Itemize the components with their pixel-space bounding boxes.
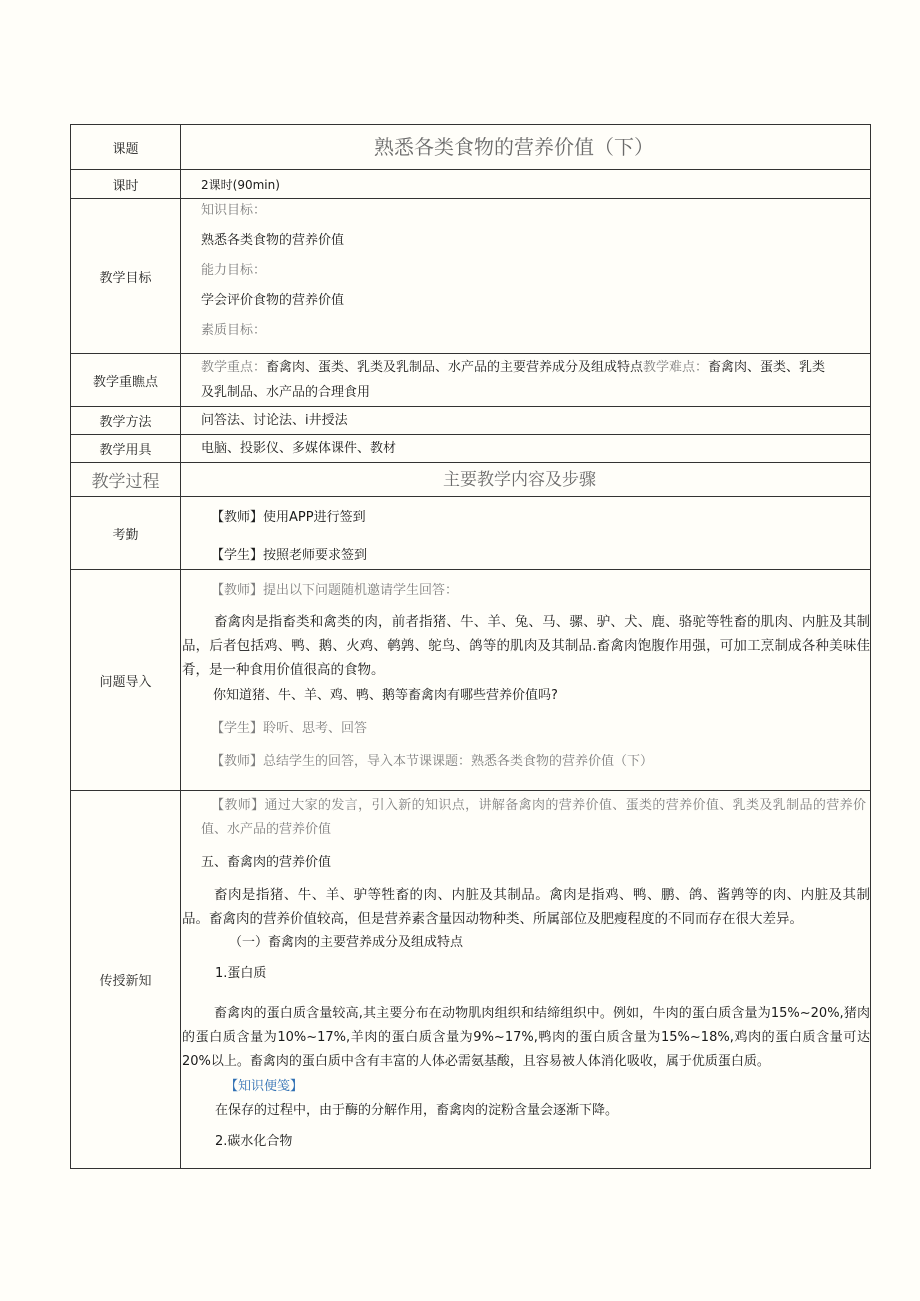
knowledge-goal-heading: 知识目标： [201,203,267,218]
row-title [71,125,870,170]
lesson-plan-table [70,124,871,1169]
attendance-teacher: 【教师】使用APP进行签到 [211,510,366,525]
intro-question: 你知道猪、牛、羊、鸡、鸭、鹅等畜禽肉有哪些营养价值吗? [213,688,558,703]
intro-student: 【学生】聆听、思考、回答 [211,721,368,736]
label-attendance: 考勤 [71,497,181,569]
hard-text: 畜禽肉、蛋类、乳类 [708,360,826,375]
knowledge-tip-heading: 【知识便笺】 [225,1079,304,1094]
tools-value: 电脑、投影仪、多媒体课件、教材 [201,441,397,456]
teach-teacher-intro: 【教师】通过大家的发言，引入新的知识点，讲解备禽肉的营养价值、蛋类的营养价值、乳类及乳制品的营养价值、水产品的营养价值 [201,798,866,837]
quality-goal-heading: 素质目标： [201,323,267,338]
knowledge-tip: 在保存的过程中，由于酶的分解作用，畜禽肉的淀粉含量会逐渐下降。 [215,1103,619,1118]
intro-teacher-summary: 【教师】总结学生的回答，导入本节课课题：熟悉各类食物的营养价值（下） [211,754,654,769]
intro-paragraph: 畜禽肉是指畜类和禽类的肉，前者指猪、牛、羊、兔、马、骡、驴、犬、鹿、骆驼等牲畜的肌肉、内脏及其制品，后者包括鸡、鸭、鹅、火鸡、鹌鹑、鸵鸟、鸽等的肌肉及其制品.畜禽肉饱腹作用强，可加工烹制成各种美味佳肴，是一种食用价值很高的食物。 [182,614,870,678]
subsection-heading: （一）畜禽肉的主要营养成分及组成特点 [229,935,464,950]
row-attendance [71,497,870,570]
hours-value: 2课时(90min) [201,178,280,192]
label-method: 教学方法 [71,407,181,434]
ability-goal: 学会评价食物的营养价值 [201,293,345,308]
protein-paragraph: 畜禽肉的蛋白质含量较高,其主要分布在动物肌肉组织和结缔组织中。例如，牛肉的蛋白质含量为15%~20%,猪肉的蛋白质含量为10%~17%,羊肉的蛋白质含量为9%~17%,鸭肉的蛋白质含量为15%~18%,鸡肉的蛋白质含量可达20%以上。畜禽肉的蛋白质中含有丰富的人体必需氨基酸，且容易被人体消化吸收，属于优质蛋白质。 [182,1006,870,1069]
label-hours: 课时 [71,170,181,198]
key-points-line1 [201,360,825,376]
row-key-points [71,354,870,407]
key-points-line2: 及乳制品、水产品的合理食用 [201,385,371,400]
item-carbohydrate: 2.碳水化合物 [215,1134,293,1149]
row-hours [71,170,870,199]
row-tools [71,435,870,463]
ability-goal-heading: 能力目标： [201,263,267,278]
row-teach [71,791,870,1168]
section-heading: 五、畜禽肉的营养价值 [201,855,332,870]
row-method [71,407,870,435]
label-key-points: 教学重瞧点 [71,354,181,406]
key-heading: 教学重点： [201,360,267,375]
row-intro [71,570,870,791]
item-protein: 1.蛋白质 [215,966,267,981]
key-text: 畜禽肉、蛋类、乳类及乳制品、水产品的主要营养成分及组成特点 [266,360,644,375]
hard-heading: 教学难点： [643,360,709,375]
label-intro: 问题导入 [71,570,181,790]
attendance-student: 【学生】按照老师要求签到 [211,548,368,563]
label-title: 课题 [71,125,181,169]
row-goals [71,199,870,354]
method-value: 问答法、讨论法、i井授法 [201,413,348,428]
label-teach: 传授新知 [71,791,181,1168]
process-header: 主要教学内容及步骤 [443,470,596,490]
label-goals: 教学目标 [71,199,181,353]
knowledge-goal: 熟悉各类食物的营养价值 [201,233,345,248]
intro-teacher-question: 【教师】提出以下问题随机邀请学生回答： [211,583,459,598]
label-process: 教学过程 [71,463,181,496]
lesson-title: 熟悉各类食物的营养价值（下） [374,135,654,159]
definition-paragraph: 畜肉是指猪、牛、羊、驴等牲畜的肉、内脏及其制品。禽肉是指鸡、鸭、鹏、鸽、酱鹑等的肉、内脏及其制品。畜禽肉的营养价值较高，但是营养素含量因动物种类、所属部位及肥瘦程度的不同而存在很大差异。 [182,887,870,927]
label-tools: 教学用具 [71,435,181,462]
row-process-header [71,463,870,497]
